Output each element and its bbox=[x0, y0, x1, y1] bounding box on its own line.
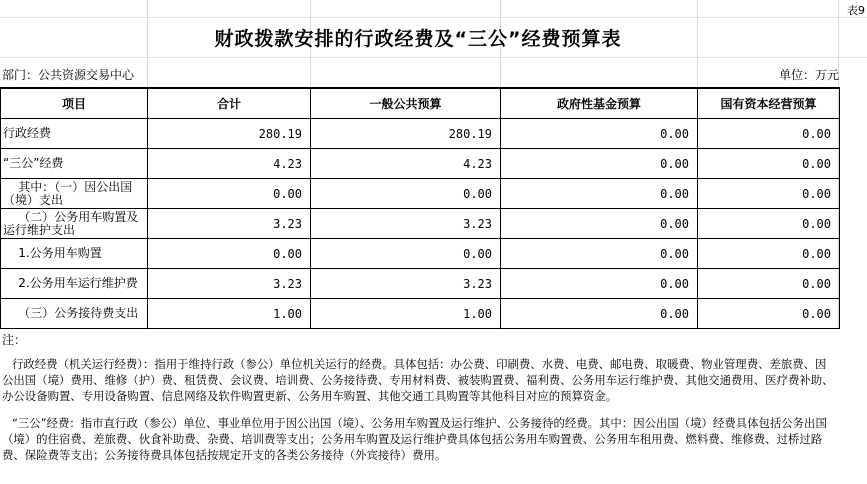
row-item-label: 2.公务用车运行维护费 bbox=[1, 269, 148, 299]
column-header-fund: 政府性基金预算 bbox=[501, 88, 698, 119]
row-fund: 0.00 bbox=[501, 239, 698, 269]
row-item-label: “三公”经费 bbox=[1, 149, 148, 179]
row-general: 3.23 bbox=[311, 269, 501, 299]
row-general: 4.23 bbox=[311, 149, 501, 179]
table-row bbox=[1, 269, 840, 299]
row-general: 280.19 bbox=[311, 119, 501, 149]
row-capital: 0.00 bbox=[698, 299, 840, 329]
row-total: 3.23 bbox=[148, 209, 311, 239]
table-row bbox=[1, 299, 840, 329]
row-fund: 0.00 bbox=[501, 119, 698, 149]
row-capital: 0.00 bbox=[698, 239, 840, 269]
table-row bbox=[1, 119, 840, 149]
table-row bbox=[1, 149, 840, 179]
row-item-label: 1.公务用车购置 bbox=[1, 239, 148, 269]
column-header-item: 项目 bbox=[1, 88, 148, 119]
row-general: 0.00 bbox=[311, 179, 501, 209]
table-row bbox=[1, 209, 840, 239]
row-total: 0.00 bbox=[148, 239, 311, 269]
budget-table bbox=[0, 87, 840, 329]
row-item-label: （三）公务接待费支出 bbox=[1, 299, 148, 329]
row-total: 1.00 bbox=[148, 299, 311, 329]
row-total: 3.23 bbox=[148, 269, 311, 299]
column-header-capital: 国有资本经营预算 bbox=[698, 88, 840, 119]
table-row bbox=[1, 179, 840, 209]
row-capital: 0.00 bbox=[698, 179, 840, 209]
column-header-total: 合计 bbox=[148, 88, 311, 119]
row-fund: 0.00 bbox=[501, 209, 698, 239]
table-header-row bbox=[1, 88, 840, 119]
row-capital: 0.00 bbox=[698, 269, 840, 299]
column-header-general: 一般公共预算 bbox=[311, 88, 501, 119]
table-row bbox=[1, 239, 840, 269]
page-title: 财政拨款安排的行政经费及“三公”经费预算表 bbox=[214, 27, 622, 50]
row-item-label: （二）公务用车购置及运行维护支出 bbox=[1, 209, 148, 239]
sheet-gridline bbox=[0, 57, 867, 58]
note-administrative-expense: 行政经费（机关运行经费）：指用于维持行政（参公）单位机关运行的经费。具体包括：办公费、印刷费、水费、电费、邮电费、取暖费、物业管理费、差旅费、因公出国（境）费用、维修（护）费、租赁费、会议费、培训费、公务接待费、专用材料费、被装购置费、福利费、公务用车运行维护费、其他交通费用、医疗费补助、办公设备购置、专用设备购置、信息网络及软件购置更新、公务用车购置、其他交通工具购置等其他科目对应的预算资金。 bbox=[2, 357, 834, 403]
row-fund: 0.00 bbox=[501, 179, 698, 209]
row-total: 0.00 bbox=[148, 179, 311, 209]
row-total: 280.19 bbox=[148, 119, 311, 149]
row-fund: 0.00 bbox=[501, 269, 698, 299]
row-general: 3.23 bbox=[311, 209, 501, 239]
row-item-label: 其中：（一）因公出国（境）支出 bbox=[1, 179, 148, 209]
row-general: 0.00 bbox=[311, 239, 501, 269]
row-total: 4.23 bbox=[148, 149, 311, 179]
department-label: 部门：公共资源交易中心 bbox=[2, 68, 135, 82]
row-fund: 0.00 bbox=[501, 149, 698, 179]
row-item-label: 行政经费 bbox=[1, 119, 148, 149]
sheet-label: 表9 bbox=[847, 4, 865, 17]
note-three-public-expense: “三公”经费：指市直行政（参公）单位、事业单位用于因公出国（境）、公务用车购置及运行维护、公务接待的经费。其中：因公出国（境）经费具体包括公务出国（境）的住宿费、差旅费、伙食补助费、杂费、培训费等支出；公务用车购置及运行维护费具体包括公务用车购置费、公务用车租用费、燃料费、维修费、过桥过路费、保险费等支出；公务接待费具体包括按规定开支的各类公务接待（外宾接待）费用。 bbox=[2, 416, 827, 462]
unit-label: 单位：万元 bbox=[778, 68, 839, 82]
notes-title: 注： bbox=[2, 333, 27, 347]
row-capital: 0.00 bbox=[698, 149, 840, 179]
row-capital: 0.00 bbox=[698, 119, 840, 149]
row-general: 1.00 bbox=[311, 299, 501, 329]
row-capital: 0.00 bbox=[698, 209, 840, 239]
row-fund: 0.00 bbox=[501, 299, 698, 329]
